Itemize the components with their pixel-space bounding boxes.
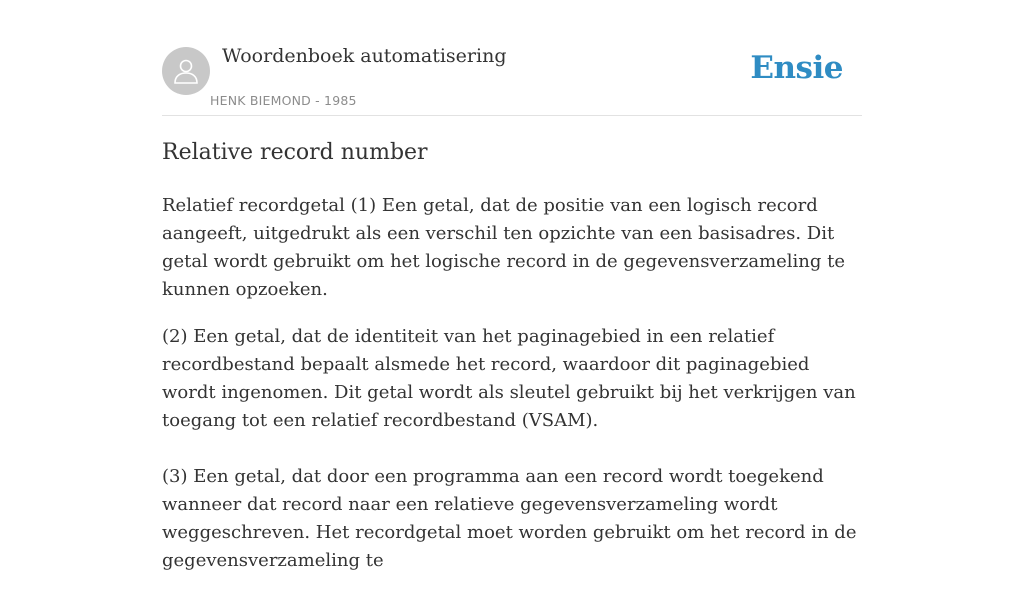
entry-title: Relative record number [162,140,428,165]
definition-paragraph-2: (2) Een getal, dat de identiteit van het paginagebied in een relatief recordbestand bepaalt alsmede het record, waardoor dit paginagebied wordt ingenomen. Dit getal wordt als sleutel gebruikt bij het verkrijgen van toegang tot een relatief recordbestand (VSAM). [162,326,856,431]
book-title[interactable]: Woordenboek automatisering [222,45,507,67]
publication-year: 1985 [324,93,357,108]
ensie-logo[interactable]: Ensie [750,50,843,86]
byline-separator: - [310,93,325,108]
definition-paragraph-3: (3) Een getal, dat door een programma aan een record wordt toegekend wanneer dat record naar een relatieve gegevensverzameling wordt weggeschreven. Het recordgetal moet worden gebruikt om het record in de gegevensverzameling te [162,466,857,571]
author-name[interactable]: HENK BIEMOND [210,93,311,108]
content-container [162,0,862,571]
header [162,0,862,116]
byline [210,93,357,108]
entry-body [162,192,862,594]
definition-paragraph-1: Relatief recordgetal (1) Een getal, dat de positie van een logisch record aangeeft, uitgedrukt als een verschil ten opzichte van een basisadres. Dit getal wordt gebruikt om het logische record in de gegevensverzameling te kunnen opzoeken. [162,195,846,300]
avatar[interactable] [162,47,210,95]
user-icon [171,56,201,86]
